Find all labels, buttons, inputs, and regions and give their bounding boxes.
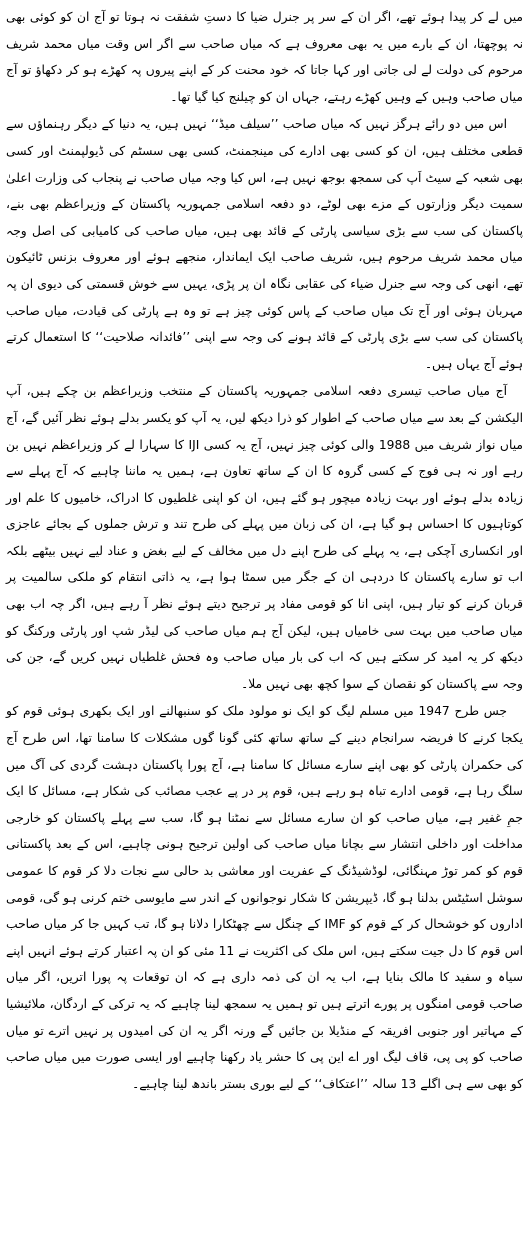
article-paragraph-1: میں لے کر پیدا ہوئے تھے، اگر ان کے سر پر جنرل ضیا کا دستِ شفقت نہ ہوتا تو آج ان کو کوئی بھی نہ پوچھتا، ان کے بارے میں یہ بھی معروف ہے کہ میاں صاحب سے اگر اس وقت میاں محمد شریف مرحوم کی دولت لے لی جاتی اور کہا جاتا کہ خود محنت کر کے اپنے پیروں پہ کھڑے ہو کر دکھاؤ تو آج میاں صاحب وہیں کے وہیں کھڑے رہتے، جہاں ان کو چیلنج کیا گیا تھا۔: [6, 10, 523, 104]
article-paragraph-2: اس میں دو رائے ہرگز نہیں کہ میاں صاحب ’’سیلف میڈ‘‘ نہیں ہیں، یہ دنیا کے دیگر رہنماؤں سے قطعی مختلف ہیں، ان کو کسی بھی ادارے کی مینجمنٹ، کسی بھی سسٹم کی ڈیولپمنٹ اور کسی بھی شعبہ کے سیٹ اَپ کی سمجھ بوجھ نہیں ہے، اس کیا وجہ میاں صاحب نے پنجاب کی وزارت اعلیٰ سمیت دیگر وزارتوں کے مزے بھی لوٹے، دو دفعہ اسلامی جمہوریہ پاکستان کے وزیراعظم بھی بنے، پاکستان کی سب سے بڑی سیاسی پارٹی کے قائد بھی ہیں، میاں صاحب کی کامیابی کی اصل وجہ میاں محمد شریف مرحوم ہیں، شریف صاحب ایک ایماندار، منجھے ہوئے اور معروف بزنس ٹائیکون تھے، انھی کی وجہ سے جنرل ضیاء کی عقابی نگاہ ان پر پڑی، یہیں سے خوش قسمتی کی دیوی ان پہ مہربان ہوئی اور آج تک میاں صاحب کے پاس کوئی چیز ہے تو وہ ہے پارٹی کی قیادت، میاں صاحب پاکستان کی سب سے بڑی پارٹی کے قائد ہونے کی وجہ سے اپنی ’’فائدانہ صلاحیت‘‘ کا استعمال کرتے ہوئے آج یہاں ہیں۔: [6, 117, 523, 371]
article-paragraph-3: آج میاں صاحب تیسری دفعہ اسلامی جمہوریہ پاکستان کے منتخب وزیراعظم بن چکے ہیں، آپ الیکشن کے بعد سے میاں صاحب کے اطوار کو ذرا دیکھ لیں، یہ آپ کو یکسر بدلے ہوئے نظر آئیں گے، آج میاں نواز شریف میں 1988 والی کوئی چیز نہیں، آج یہ کسی IJI کا سہارا لے کر وزیراعظم نہیں بن رہے اور نہ ہی فوج کے کسی گروہ کا ان کے ساتھ تعاون ہے، ہمیں یہ ماننا چاہیے کہ آج پہلے سے زیادہ بدلے ہوئے اور بہت زیادہ میچور ہو گئے ہیں، ان کو اپنی غلطیوں کا ادراک، خامیوں کا علم اور کوتاہیوں کا احساس ہو گیا ہے، ان کی زبان میں پہلے کی طرح تند و ترش جملوں کے بجائے عاجزی اور انکساری آچکی ہے، یہ پہلے کی طرح اپنے دل میں مخالف کے لیے بغض و عناد لیے نہیں بیٹھے بلکہ اب تو سارے پاکستان کا دردہی ان کے جگر میں سمٹا ہوا ہے، یہ ذاتی انتقام کو ملکی سالمیت پر قربان کرنے کو تیار ہیں، اپنی انا کو قومی مفاد پر ترجیح دیتے ہوئے نظر آ رہے ہیں، اگر چہ اب بھی میاں صاحب میں بہت سی خامیاں ہیں، لیکن آج ہم میاں صاحب کی لیڈر شپ اور پارٹی ورکنگ کو دیکھ کر یہ امید کر سکتے ہیں کہ اب کی بار میاں صاحب وہ فحش غلطیاں نہیں کریں گے، جن کی وجہ سے پاکستان کو نقصان کے سوا کچھ بھی نہیں ملا۔: [6, 384, 523, 691]
article-paragraph-4: جس طرح 1947 میں مسلم لیگ کو ایک نو مولود ملک کو سنبھالنے اور ایک بکھری ہوئی قوم کو یکجا کرنے کا فریضہ سرانجام دینے کے ساتھ ساتھ کئی گونا گوں مشکلات کا سامنا تھا، اس طرح آج کی حکمران پارٹی کو بھی اپنے سارے مسائل کا سامنا ہے، آج پورا پاکستان دہشت گردی کی آگ میں سلگ رہا ہے، قومی ادارے تباہ ہو رہے ہیں، قوم پر در پے عجب مصائب کی شکار ہے، مسائل کا ایک جمِ غفیر ہے، میاں صاحب کو ان سارے مسائل سے نمٹنا ہو گا، سب سے پہلے پاکستان کو خارجی مداخلت اور داخلی انتشار سے بچانا میاں صاحب کی اولین ترجیح ہونی چاہیے، اس کے بعد پاکستانی قوم کو کمر توڑ مہنگائی، لوڈشیڈنگ کے عفریت اور معاشی بد حالی سے نجات دلا کر قوم کا عمومی سوشل اسٹیٹس بدلنا ہو گا، ڈیپریشن کا شکار نوجوانوں کے اندر سے مایوسی ختم کرنی ہو گی، قومی اداروں کو خوشحال کر کے قوم کو IMF کے چنگل سے چھٹکارا دلانا ہو گا، تب کہیں جا کر میاں صاحب اس قوم کا دل جیت سکتے ہیں، اس ملک کی اکثریت نے 11 مئی کو ان پہ اعتبار کرتے ہوئے انہیں اپنے سیاہ و سفید کا مالک بنایا ہے، اب یہ ان کی ذمہ داری ہے کہ ان توقعات پہ پورا اتریں، اگر میاں صاحب قومی امنگوں پر پورے اترتے ہیں تو ہمیں یہ سمجھ لینا چاہیے کہ یہ ترکی کے اردگان، ملائیشیا کے مہاتیر اور جنوبی افریقہ کے منڈیلا بن جائیں گے ورنہ اگر یہ ان کی امیدوں پر نہیں اترے تو میاں صاحب کو پی پی، قاف لیگ اور اے این پی کا حشر یاد رکھنا چاہیے اور ایسی صورت میں میاں صاحب کو بھی سے ہی اگلے 13 سالہ ’’اعتکاف‘‘ کے لیے بوری بستر باندھ لینا چاہیے۔: [6, 704, 523, 1091]
